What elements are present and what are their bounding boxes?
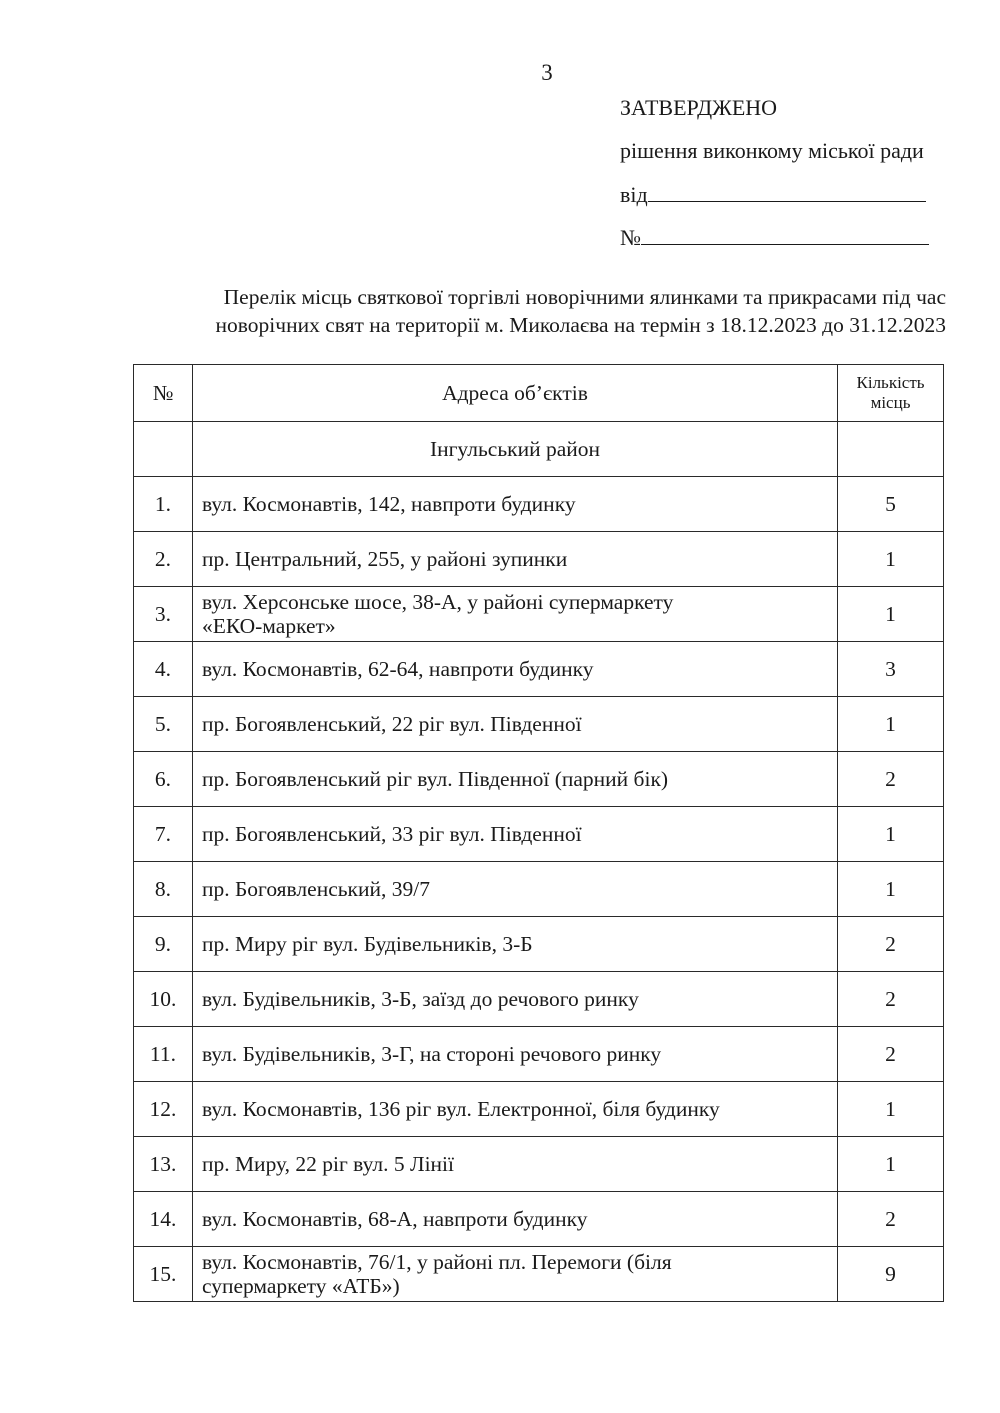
row-address-line-1: пр. Миру ріг вул. Будівельників, 3-Б bbox=[201, 932, 533, 956]
row-address-line-1: вул. Космонавтів, 68-А, навпроти будинку bbox=[201, 1207, 588, 1231]
approval-date-line bbox=[620, 180, 960, 208]
approval-date-blank bbox=[648, 180, 926, 202]
row-quantity: 2 bbox=[838, 917, 944, 972]
row-address-line-1: пр. Богоявленський ріг вул. Південної (парний бік) bbox=[201, 767, 669, 791]
row-address bbox=[192, 1192, 837, 1247]
row-quantity: 1 bbox=[838, 587, 944, 642]
table-row bbox=[134, 1192, 944, 1247]
row-number: 11. bbox=[134, 1027, 193, 1082]
row-quantity: 1 bbox=[838, 807, 944, 862]
table-row bbox=[134, 972, 944, 1027]
approval-stamp: ЗАТВЕРДЖЕНО bbox=[620, 95, 778, 120]
row-number: 15. bbox=[134, 1247, 193, 1302]
header-number: № bbox=[134, 365, 193, 422]
table-row bbox=[134, 917, 944, 972]
table-row bbox=[134, 752, 944, 807]
row-number: 6. bbox=[134, 752, 193, 807]
row-address-line-1: пр. Миру, 22 ріг вул. 5 Лінії bbox=[201, 1152, 455, 1176]
table-row bbox=[134, 642, 944, 697]
row-address-line-2: супермаркету «АТБ») bbox=[201, 1274, 400, 1298]
row-address-line-1: пр. Богоявленський, 22 ріг вул. Південної bbox=[201, 712, 582, 736]
row-address bbox=[192, 532, 837, 587]
row-address-line-1: пр. Богоявленський, 33 ріг вул. Південної bbox=[201, 822, 582, 846]
row-number: 9. bbox=[134, 917, 193, 972]
row-address bbox=[192, 972, 837, 1027]
document-title-line-1: Перелік місць святкової торгівлі новорічними ялинками та прикрасами під час bbox=[223, 285, 946, 309]
row-address-line-1: вул. Будівельників, 3-Г, на стороні речового ринку bbox=[201, 1042, 662, 1066]
row-number: 12. bbox=[134, 1082, 193, 1137]
table-row bbox=[134, 697, 944, 752]
row-address bbox=[192, 862, 837, 917]
header-quantity-line-1: Кількість bbox=[856, 373, 925, 392]
approval-decision: рішення виконкому міської ради bbox=[620, 138, 924, 163]
row-address bbox=[192, 1027, 837, 1082]
row-address-line-1: вул. Будівельників, 3-Б, заїзд до речового ринку bbox=[201, 987, 639, 1011]
row-address bbox=[192, 752, 837, 807]
approval-number-label: № bbox=[620, 225, 641, 250]
table-row bbox=[134, 1027, 944, 1082]
document-title bbox=[120, 283, 946, 339]
row-address bbox=[192, 642, 837, 697]
approval-number-blank bbox=[641, 223, 929, 245]
district-name: Інгульський район bbox=[192, 422, 837, 477]
row-address-line-1: вул. Космонавтів, 142, навпроти будинку bbox=[201, 492, 576, 516]
row-number: 13. bbox=[134, 1137, 193, 1192]
table-row bbox=[134, 807, 944, 862]
row-quantity: 1 bbox=[838, 1082, 944, 1137]
row-address bbox=[192, 1137, 837, 1192]
row-quantity: 1 bbox=[838, 532, 944, 587]
row-number: 3. bbox=[134, 587, 193, 642]
row-quantity: 1 bbox=[838, 697, 944, 752]
table-row bbox=[134, 862, 944, 917]
row-address-line-1: вул. Космонавтів, 62-64, навпроти будинку bbox=[201, 657, 594, 681]
row-address-line-1: пр. Центральний, 255, у районі зупинки bbox=[201, 547, 568, 571]
row-quantity: 1 bbox=[838, 862, 944, 917]
table-header-row bbox=[134, 365, 944, 422]
header-quantity bbox=[838, 365, 944, 422]
row-address bbox=[192, 697, 837, 752]
row-address bbox=[192, 587, 837, 642]
document-title-line-2: новорічних свят на території м. Миколаєва на термін з 18.12.2023 до 31.12.2023 bbox=[215, 313, 946, 337]
header-address: Адреса об’єктів bbox=[192, 365, 837, 422]
row-number: 2. bbox=[134, 532, 193, 587]
row-address bbox=[192, 1082, 837, 1137]
header-quantity-line-2: місць bbox=[870, 393, 911, 412]
district-quantity-cell bbox=[838, 422, 944, 477]
row-quantity: 5 bbox=[838, 477, 944, 532]
table-row bbox=[134, 587, 944, 642]
table-row bbox=[134, 532, 944, 587]
row-quantity: 2 bbox=[838, 1192, 944, 1247]
row-number: 14. bbox=[134, 1192, 193, 1247]
row-address-line-2: «ЕКО-маркет» bbox=[201, 614, 336, 638]
row-quantity: 2 bbox=[838, 752, 944, 807]
row-number: 1. bbox=[134, 477, 193, 532]
row-address-line-1: вул. Херсонське шосе, 38-А, у районі супермаркету bbox=[201, 590, 674, 614]
row-number: 10. bbox=[134, 972, 193, 1027]
row-number: 8. bbox=[134, 862, 193, 917]
district-number-cell bbox=[134, 422, 193, 477]
page-number: 3 bbox=[541, 60, 553, 85]
table-row bbox=[134, 1137, 944, 1192]
table-row bbox=[134, 477, 944, 532]
row-number: 5. bbox=[134, 697, 193, 752]
row-address bbox=[192, 917, 837, 972]
row-address-line-1: пр. Богоявленський, 39/7 bbox=[201, 877, 430, 901]
row-quantity: 1 bbox=[838, 1137, 944, 1192]
approval-number-line bbox=[620, 223, 960, 251]
row-address-line-1: вул. Космонавтів, 76/1, у районі пл. Перемоги (біля bbox=[201, 1250, 672, 1274]
table-row bbox=[134, 1082, 944, 1137]
row-quantity: 9 bbox=[838, 1247, 944, 1302]
approval-block bbox=[620, 94, 960, 266]
district-row bbox=[134, 422, 944, 477]
row-address bbox=[192, 807, 837, 862]
row-address bbox=[192, 477, 837, 532]
row-quantity: 2 bbox=[838, 972, 944, 1027]
row-quantity: 3 bbox=[838, 642, 944, 697]
approval-date-label: від bbox=[620, 182, 648, 207]
row-number: 4. bbox=[134, 642, 193, 697]
row-address-line-1: вул. Космонавтів, 136 ріг вул. Електронної, біля будинку bbox=[201, 1097, 720, 1121]
places-table bbox=[133, 364, 944, 1302]
row-number: 7. bbox=[134, 807, 193, 862]
table-row bbox=[134, 1247, 944, 1302]
row-quantity: 2 bbox=[838, 1027, 944, 1082]
row-address bbox=[192, 1247, 837, 1302]
